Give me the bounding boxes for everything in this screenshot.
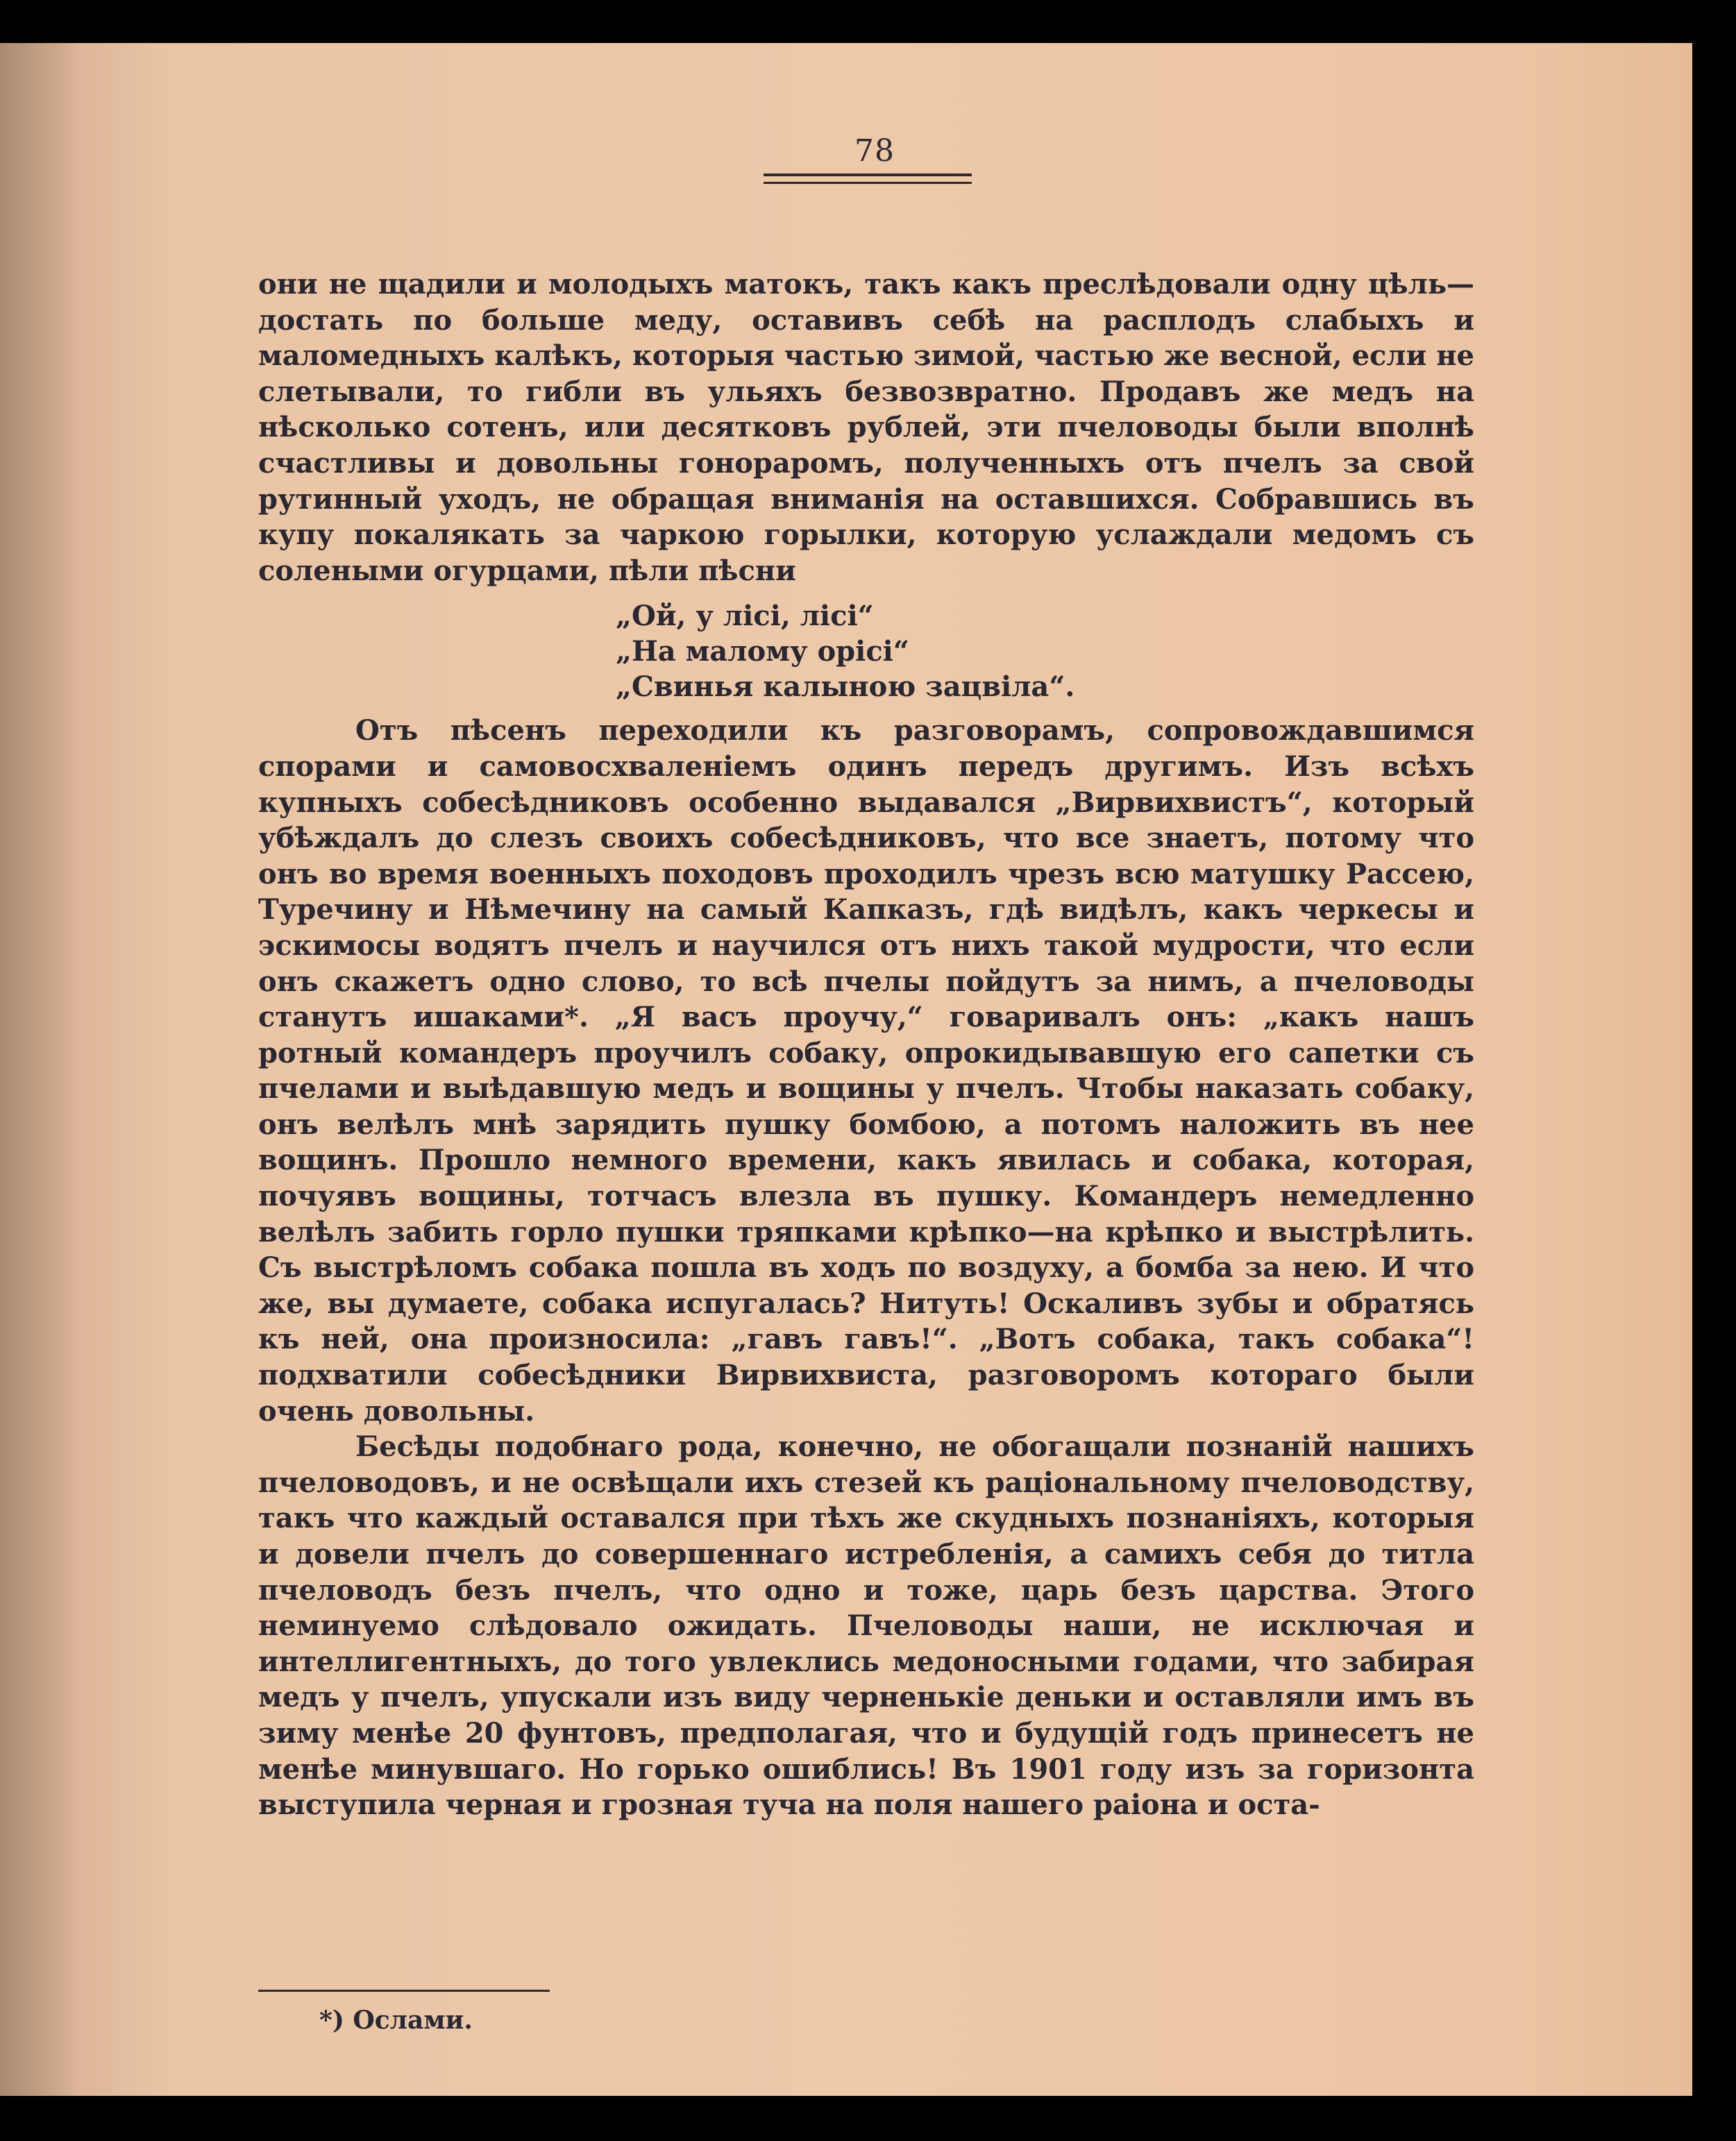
song-quote	[258, 598, 1474, 704]
footnote: *) Ослами.	[319, 2006, 473, 2035]
page-number: 78	[854, 133, 895, 169]
song-line: „Свинья калыною зацвіла“.	[616, 670, 1075, 704]
song-line: „На малому орісі“	[616, 635, 909, 668]
header-rule-double	[764, 182, 972, 184]
footnote-rule	[258, 1990, 550, 1992]
body-text	[258, 266, 1474, 1823]
book-page	[0, 43, 1692, 2096]
paragraph-conclusion: Бесѣды подобнаго рода, конечно, не обогащали познаній нашихъ пчеловодовъ, и не освѣщали ихъ стезей къ раціональному пчеловодству, такъ что каждый оставался при тѣхъ же скудныхъ познаніяхъ, которыя и довели пчелъ до совершеннаго истребленія, а самихъ себя до титла пчеловодъ безъ пчелъ, что одно и тоже, царь безъ царства. Этого неминуемо слѣдовало ожидать. Пчеловоды наши, не исключая и интеллигентныхъ, до того увлеклись медоносными годами, что забирая медъ у пчелъ, упускали изъ виду черненькіе деньки и оставляли имъ въ зиму менѣе 20 фунтовъ, предполагая, что и будущій годъ принесетъ не менѣе минувшаго. Но горько ошиблись! Въ 1901 году изъ за горизонта выступила черная и грозная туча на поля нашего раіона и оста-	[258, 1430, 1474, 1822]
header-rule	[764, 174, 972, 176]
page-gutter-shadow	[0, 43, 76, 2096]
paragraph-conversations: Отъ пѣсенъ переходили къ разговорамъ, сопровождавшимся спорами и самовосхваленіемъ одинъ передъ другимъ. Изъ всѣхъ купныхъ собесѣдниковъ особенно выдавался „Вирвихвистъ“, который убѣждалъ до слезъ своихъ собесѣдниковъ, что все знаетъ, потому что онъ во время военныхъ походовъ проходилъ чрезъ всю матушку Рассею, Туречину и Нѣмечину на самый Капказъ, гдѣ видѣлъ, какъ черкесы и эскимосы водятъ пчелъ и научился отъ нихъ такой мудрости, что если онъ скажетъ одно слово, то всѣ пчелы пойдутъ за нимъ, а пчеловоды станутъ ишаками*. „Я васъ проучу,“ говаривалъ онъ: „какъ нашъ ротный командеръ проучилъ собаку, опрокидывавшую его сапетки съ пчелами и выѣдавшую медъ и вощины у пчелъ. Чтобы наказать собаку, онъ велѣлъ мнѣ зарядить пушку бомбою, а потомъ наложить въ нее вощинъ. Прошло немного времени, какъ явилась и собака, которая, почуявъ вощины, тотчасъ влезла въ пушку. Командеръ немедленно велѣлъ забить горло пушки тряпками крѣпко—на крѣпко и выстрѣлить. Съ выстрѣломъ собака пошла въ ходъ по воздуху, а бомба за нею. И что же, вы думаете, собака испугалась? Нитуть! Оскаливъ зубы и обратясь къ ней, она произносила: „гавъ гавъ!“. „Вотъ собака, такъ собака“! подхватили собесѣдники Вирвихвиста, разговоромъ котораго были очень довольны.	[258, 714, 1474, 1428]
paragraph-continued: они не щадили и молодыхъ матокъ, такъ какъ преслѣдовали одну цѣль—достать по больше меду, оставивъ себѣ на расплодъ слабыхъ и маломедныхъ калѣкъ, которыя частью зимой, частью же весной, если не слетывали, то гибли въ ульяхъ безвозвратно. Продавъ же медъ на нѣсколько сотенъ, или десятковъ рублей, эти пчеловоды были вполнѣ счастливы и довольны гонораромъ, полученныхъ отъ пчелъ за свой рутинный уходъ, не обращая вниманія на оставшихся. Собравшись въ купу покалякать за чаркою горылки, которую услаждали медомъ съ солеными огурцами, пѣли пѣсни	[258, 268, 1474, 587]
song-line: „Ой, у лісі, лісі“	[616, 600, 874, 633]
